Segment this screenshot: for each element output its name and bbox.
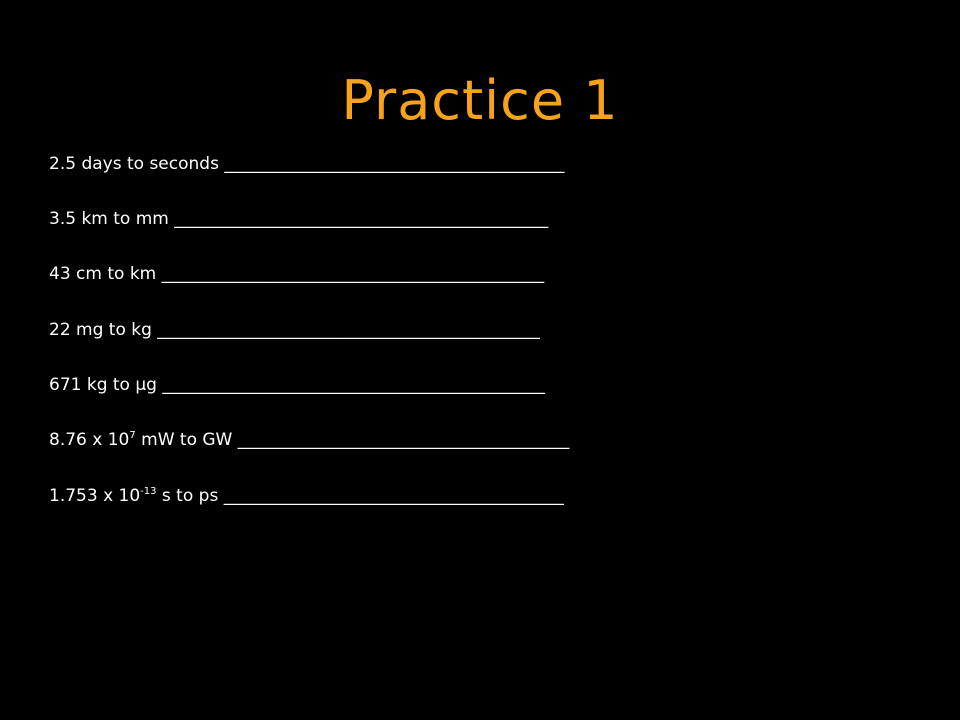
slide-title: Practice 1 — [341, 69, 619, 132]
problem-7-exponent: -13 — [140, 486, 157, 497]
problem-6-coefficient: 8.76 x 10 — [49, 430, 130, 450]
problem-6-conversion: mW to GW _______________________________________ — [135, 430, 570, 450]
problem-3: 43 cm to km _____________________________________________ — [49, 264, 545, 284]
problem-7-conversion: s to ps ________________________________________ — [156, 486, 564, 506]
problem-4: 22 mg to kg _____________________________________________ — [49, 320, 540, 340]
problem-7-coefficient: 1.753 x 10 — [49, 486, 141, 506]
problem-1: 2.5 days to seconds ________________________________________ — [49, 154, 565, 174]
problem-5: 671 kg to µg _____________________________________________ — [49, 375, 545, 395]
problem-6-exponent: 7 — [129, 430, 136, 441]
problem-2: 3.5 km to mm ____________________________________________ — [49, 209, 549, 229]
problem-6 — [49, 428, 569, 452]
problem-7 — [49, 484, 564, 508]
